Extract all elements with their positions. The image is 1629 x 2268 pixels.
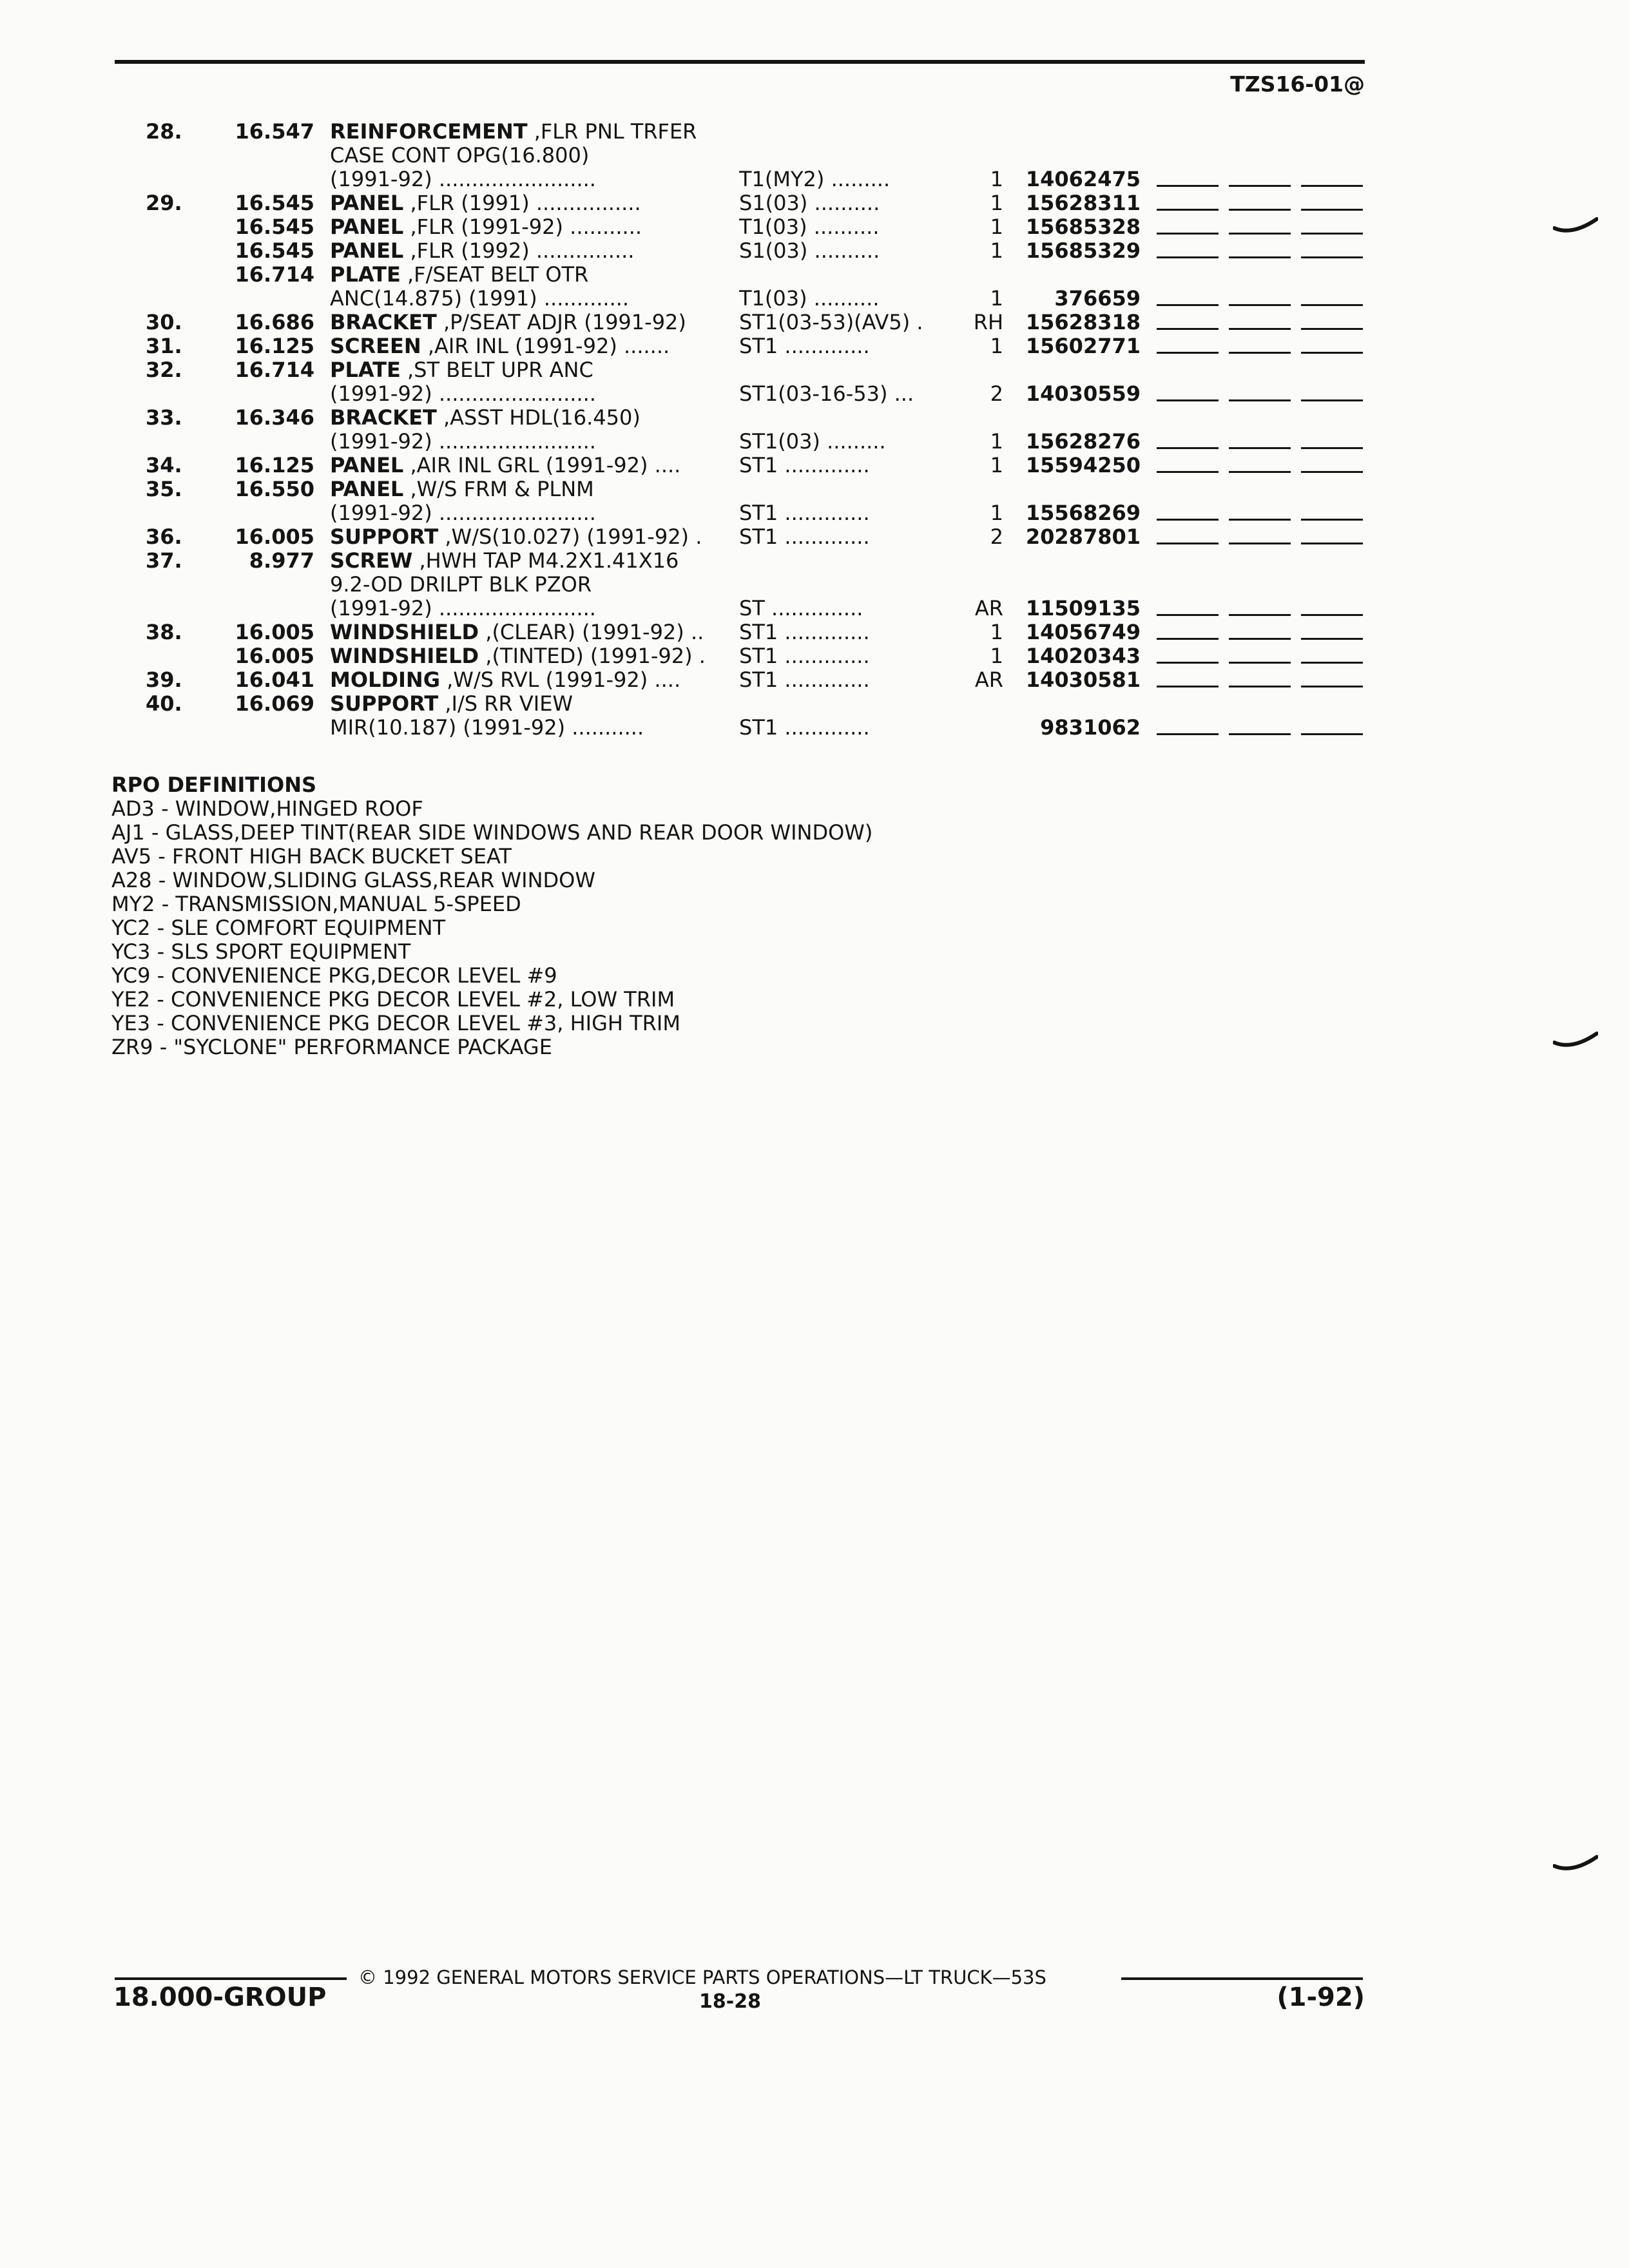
part-description [330, 716, 720, 740]
item-number: 38. [146, 620, 182, 644]
reference-number: 16.545 [235, 191, 314, 215]
part-name: WINDSHIELD [330, 644, 479, 668]
part-name: PANEL [330, 239, 404, 263]
rpo-definition: YC2 - SLE COMFORT EQUIPMENT [111, 916, 446, 940]
part-description [330, 215, 720, 239]
entry-blanks [1157, 352, 1363, 354]
part-detail: ,W/S FRM & PLNM [403, 477, 594, 501]
part-detail: ,FLR (1991) ................ [403, 191, 641, 215]
part-row [0, 668, 1629, 692]
part-number: 15628276 [1025, 429, 1141, 454]
part-row [0, 263, 1629, 287]
model-code: ST1 ............. [739, 620, 870, 644]
part-row [0, 620, 1629, 644]
part-number: 15568269 [1025, 501, 1141, 525]
rpo-definition: AD3 - WINDOW,HINGED ROOF [111, 796, 423, 821]
part-description [330, 191, 720, 215]
reference-number: 16.069 [235, 691, 314, 716]
entry-blanks [1157, 662, 1363, 664]
document-code: TZS16-01@ [1230, 72, 1365, 97]
model-code: T1(03) .......... [739, 287, 880, 311]
part-detail: ,FLR (1992) ............... [403, 239, 635, 263]
part-row [0, 692, 1629, 716]
part-detail: 9.2-OD DRILPT BLK PZOR [330, 573, 592, 597]
item-number: 31. [146, 334, 182, 358]
part-description [330, 549, 720, 573]
check-mark-icon [1553, 216, 1598, 238]
rpo-definition: YE3 - CONVENIENCE PKG DECOR LEVEL #3, HIGH TRIM [111, 1011, 680, 1035]
quantity: 2 [990, 524, 1003, 549]
part-description [330, 144, 720, 168]
part-row [0, 549, 1629, 573]
reference-number: 16.125 [235, 334, 314, 358]
footer-copyright: © 1992 GENERAL MOTORS SERVICE PARTS OPERATIONS—LT TRUCK—53S [358, 1966, 1046, 1988]
part-number: 14062475 [1025, 167, 1141, 191]
quantity: AR [974, 668, 1003, 692]
model-code: ST1(03-16-53) ... [739, 382, 914, 406]
part-description [330, 382, 720, 406]
item-number: 39. [146, 668, 182, 692]
part-row [0, 597, 1629, 620]
part-detail: (1991-92) ........................ [330, 168, 596, 191]
part-description [330, 477, 720, 501]
quantity: 1 [990, 191, 1003, 215]
entry-blanks [1157, 209, 1363, 211]
entry-blanks [1157, 471, 1363, 474]
entry-blanks [1157, 686, 1363, 688]
part-row [0, 120, 1629, 144]
item-number: 37. [146, 548, 182, 573]
item-number: 34. [146, 453, 182, 477]
part-row [0, 454, 1629, 477]
part-description [330, 501, 720, 525]
part-number: 15628311 [1025, 191, 1141, 215]
part-name: PANEL [330, 477, 404, 501]
entry-blanks [1157, 328, 1363, 331]
part-number: 15602771 [1025, 334, 1141, 358]
entry-blanks [1157, 733, 1363, 736]
part-detail: (1991-92) ........................ [330, 430, 596, 454]
quantity: 1 [990, 453, 1003, 477]
part-description [330, 263, 720, 287]
quantity: AR [974, 596, 1003, 620]
part-description [330, 239, 720, 263]
entry-blanks [1157, 614, 1363, 617]
reference-number: 16.547 [235, 119, 314, 144]
part-row [0, 144, 1629, 168]
part-number: 14030581 [1025, 668, 1141, 692]
part-description [330, 334, 720, 358]
quantity: 2 [990, 381, 1003, 406]
footer-page-number: 18-28 [699, 1990, 761, 2013]
part-description [330, 668, 720, 692]
item-number: 30. [146, 310, 182, 334]
part-detail: ,W/S RVL (1991-92) .... [439, 668, 681, 692]
part-number: 15685329 [1025, 238, 1141, 263]
model-code: ST1 ............. [739, 454, 870, 477]
reference-number: 16.545 [235, 215, 314, 239]
part-name: PANEL [330, 215, 404, 239]
reference-number: 16.041 [235, 668, 314, 692]
model-code: ST1 ............. [739, 668, 870, 692]
reference-number: 16.686 [235, 310, 314, 334]
item-number: 40. [146, 691, 182, 716]
entry-blanks [1157, 185, 1363, 187]
item-number: 28. [146, 119, 182, 144]
part-description [330, 287, 720, 311]
rpo-lines [111, 797, 872, 1059]
entry-blanks [1157, 519, 1363, 521]
part-detail: ,AIR INL GRL (1991-92) .... [403, 454, 681, 477]
item-number: 33. [146, 405, 182, 430]
parts-list [0, 120, 1629, 740]
item-number: 32. [146, 358, 182, 382]
part-row [0, 716, 1629, 740]
reference-number: 16.714 [235, 262, 314, 287]
part-row [0, 215, 1629, 239]
part-description [330, 358, 720, 382]
part-row [0, 239, 1629, 263]
rpo-definitions [111, 773, 872, 1059]
model-code: ST .............. [739, 597, 863, 620]
item-number: 36. [146, 524, 182, 549]
model-code: ST1 ............. [739, 334, 870, 358]
part-description [330, 525, 720, 549]
reference-number: 16.346 [235, 405, 314, 430]
part-row [0, 334, 1629, 358]
entry-blanks [1157, 304, 1363, 307]
part-description [330, 620, 720, 644]
item-number: 35. [146, 477, 182, 501]
rpo-definition: A28 - WINDOW,SLIDING GLASS,REAR WINDOW [111, 868, 595, 892]
part-name: SUPPORT [330, 525, 439, 549]
quantity: 1 [990, 501, 1003, 525]
model-code: ST1 ............. [739, 644, 870, 668]
model-code: S1(03) .......... [739, 239, 880, 263]
quantity: RH [973, 310, 1003, 334]
part-number: 15685328 [1025, 215, 1141, 239]
part-row [0, 406, 1629, 430]
part-detail: ,W/S(10.027) (1991-92) . [438, 525, 702, 549]
part-row [0, 644, 1629, 668]
reference-number: 16.545 [235, 238, 314, 263]
part-detail: MIR(10.187) (1991-92) ........... [330, 716, 644, 740]
rpo-definition: ZR9 - "SYCLONE" PERFORMANCE PACKAGE [111, 1035, 552, 1059]
reference-number: 16.005 [235, 620, 314, 644]
part-number: 9831062 [1040, 715, 1141, 740]
part-number: 11509135 [1025, 596, 1141, 620]
part-name: PANEL [330, 191, 404, 215]
part-detail: ANC(14.875) (1991) ............. [330, 287, 630, 311]
quantity: 1 [990, 644, 1003, 668]
model-code: T1(03) .......... [739, 215, 880, 239]
footer-group: 18.000-GROUP [113, 1983, 327, 2012]
header-rule [115, 60, 1365, 64]
part-detail: (1991-92) ........................ [330, 501, 596, 525]
part-row [0, 501, 1629, 525]
entry-blanks [1157, 638, 1363, 640]
part-name: MOLDING [330, 668, 440, 692]
entry-blanks [1157, 447, 1363, 450]
part-name: PANEL [330, 454, 404, 477]
part-number: 15594250 [1025, 453, 1141, 477]
part-description [330, 311, 720, 334]
footer-rule-right [1121, 1977, 1363, 1980]
model-code: ST1 ............. [739, 525, 870, 549]
part-description [330, 644, 720, 668]
part-detail: (1991-92) ........................ [330, 597, 596, 620]
part-detail: ,I/S RR VIEW [438, 692, 574, 716]
part-row [0, 168, 1629, 191]
reference-number: 16.005 [235, 524, 314, 549]
footer-rule-left [115, 1977, 347, 1980]
part-description [330, 454, 720, 477]
quantity: 1 [990, 238, 1003, 263]
part-number: 15628318 [1025, 310, 1141, 334]
rpo-definition: AV5 - FRONT HIGH BACK BUCKET SEAT [111, 844, 512, 869]
part-detail: (1991-92) ........................ [330, 382, 596, 406]
part-detail: ,FLR PNL TRFER [527, 120, 697, 144]
part-number: 376659 [1054, 286, 1141, 311]
model-code: ST1 ............. [739, 716, 870, 740]
item-number: 29. [146, 191, 182, 215]
rpo-definition: YC3 - SLS SPORT EQUIPMENT [111, 939, 411, 964]
part-detail: ,AIR INL (1991-92) ....... [421, 334, 670, 358]
check-mark-icon [1553, 1031, 1598, 1053]
part-number: 14020343 [1025, 644, 1141, 668]
part-row [0, 430, 1629, 454]
part-number: 14030559 [1025, 381, 1141, 406]
model-code: ST1(03) ......... [739, 430, 886, 454]
reference-number: 16.125 [235, 453, 314, 477]
part-description [330, 692, 720, 716]
part-number: 14056749 [1025, 620, 1141, 644]
part-number: 20287801 [1025, 524, 1141, 549]
part-description [330, 120, 720, 144]
part-detail: ,HWH TAP M4.2X1.41X16 [412, 549, 679, 573]
part-detail: ,ST BELT UPR ANC [400, 358, 593, 382]
reference-number: 16.005 [235, 644, 314, 668]
part-description [330, 573, 720, 597]
part-description [330, 430, 720, 454]
rpo-definition: YE2 - CONVENIENCE PKG DECOR LEVEL #2, LOW TRIM [111, 987, 675, 1012]
entry-blanks [1157, 233, 1363, 235]
reference-number: 16.550 [235, 477, 314, 501]
part-row [0, 382, 1629, 406]
part-name: SCREW [330, 549, 413, 573]
quantity: 1 [990, 215, 1003, 239]
part-description [330, 597, 720, 620]
rpo-definition: MY2 - TRANSMISSION,MANUAL 5-SPEED [111, 892, 521, 916]
model-code: S1(03) .......... [739, 191, 880, 215]
part-name: SCREEN [330, 334, 421, 358]
part-row [0, 573, 1629, 597]
quantity: 1 [990, 429, 1003, 454]
part-row [0, 287, 1629, 311]
quantity: 1 [990, 620, 1003, 644]
part-name: BRACKET [330, 311, 437, 334]
quantity: 1 [990, 286, 1003, 311]
reference-number: 16.714 [235, 358, 314, 382]
part-row [0, 191, 1629, 215]
part-detail: ,(TINTED) (1991-92) . [479, 644, 706, 668]
rpo-definition: YC9 - CONVENIENCE PKG,DECOR LEVEL #9 [111, 963, 557, 988]
part-name: SUPPORT [330, 692, 439, 716]
entry-blanks [1157, 543, 1363, 545]
part-row [0, 525, 1629, 549]
rpo-definition: AJ1 - GLASS,DEEP TINT(REAR SIDE WINDOWS AND REAR DOOR WINDOW) [111, 820, 873, 845]
part-name: WINDSHIELD [330, 620, 479, 644]
part-detail: ,ASST HDL(16.450) [436, 406, 641, 430]
reference-number: 8.977 [249, 548, 314, 573]
check-mark-icon [1553, 1854, 1598, 1876]
rpo-title: RPO DEFINITIONS [111, 773, 317, 797]
entry-blanks [1157, 256, 1363, 259]
model-code: T1(MY2) ......... [739, 168, 891, 191]
part-detail: CASE CONT OPG(16.800) [330, 144, 590, 168]
part-row [0, 311, 1629, 334]
part-detail: ,P/SEAT ADJR (1991-92) [436, 311, 686, 334]
model-code: ST1 ............. [739, 501, 870, 525]
footer-date: (1-92) [1277, 1983, 1365, 2012]
part-name: PLATE [330, 263, 401, 287]
part-description [330, 168, 720, 191]
quantity: 1 [990, 167, 1003, 191]
quantity: 1 [990, 334, 1003, 358]
part-detail: ,F/SEAT BELT OTR [400, 263, 589, 287]
part-name: BRACKET [330, 406, 437, 430]
part-row [0, 477, 1629, 501]
part-detail: ,FLR (1991-92) ........... [403, 215, 642, 239]
model-code: ST1(03-53)(AV5) . [739, 311, 923, 334]
part-description [330, 406, 720, 430]
part-detail: ,(CLEAR) (1991-92) .. [479, 620, 704, 644]
part-name: PLATE [330, 358, 401, 382]
part-name: REINFORCEMENT [330, 120, 528, 144]
part-row [0, 358, 1629, 382]
entry-blanks [1157, 399, 1363, 402]
